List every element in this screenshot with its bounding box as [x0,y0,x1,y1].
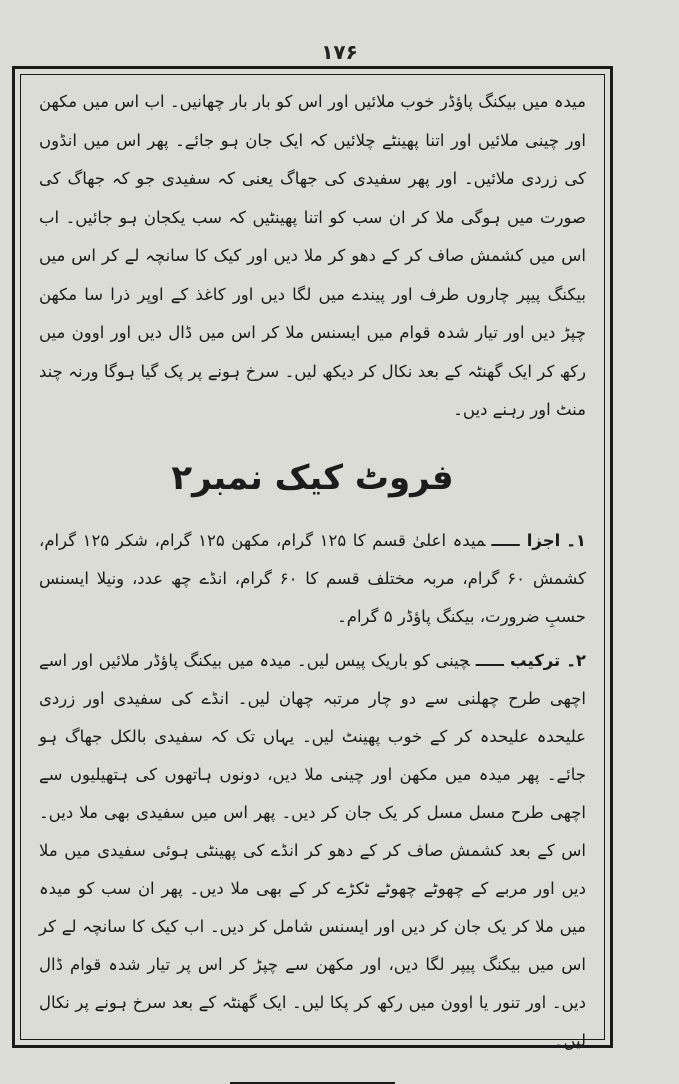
page-border [12,66,613,1048]
ingredients-number: ۱۔ [566,530,586,550]
ingredients-section [39,522,586,636]
end-divider [230,1082,395,1084]
page-number: ۱۷۶ [321,40,358,64]
intro-paragraph: میدہ میں بیکنگ پاؤڈر خوب ملائیں اور اس کو بار بار چھانیں۔ اب اس میں مکھن اور چینی ملائیں اور اتنا پھینٹے چلائیں کہ ایک جان ہو جائے۔ پھر اس میں انڈوں کی زردی ملائیں۔ اور پھر سفیدی کی جھاگ یعنی کہ سفیدی جو کہ جھاگ کی صورت میں ہوگی ملا کر ان سب کو اتنا پھینٹیں کہ سب یکجان ہو جائیں۔ اب اس میں کشمش صاف کر کے دھو کر ملا دیں اور کیک کا سانچہ لے کر اس میں بیکنگ پیپر چاروں طرف اور پیندے میں لگا دیں اور کاغذ کے اوپر ذرا سا مکھن چپڑ دیں اور تیار شدہ قوام میں ایسنس ملا کر اس میں ڈال دیں اور اوون میں رکھ کر ایک گھنٹہ کے بعد نکال کر دیکھ لیں۔ سرخ ہونے پر پک گیا ہوگا ورنہ چند منٹ اور رہنے دیں۔ [39,92,586,419]
method-section [39,642,586,1060]
recipe-title: فروٹ کیک نمبر۲ [171,457,454,498]
ingredients-label: اجزا ـــــ [491,530,561,550]
method-text: چینی کو باریک پیس لیں۔ میدہ میں بیکنگ پاؤڈر ملائیں اور اسے اچھی طرح چھلنی سے دو چار مرتبہ چھان لیں۔ انڈے کی سفیدی اور زردی علیحدہ علیحدہ کر کے خوب پھینٹ لیں۔ یہاں تک کہ سفیدی بالکل جھاگ ہو جائے۔ پھر میدہ میں مکھن اور چینی ملا دیں، دونوں ہاتھوں کی ہتھیلیوں سے اچھی طرح مسل مسل کر یک جان کر دیں۔ پھر اس میں سفیدی بھی ملا دیں۔ اس کے بعد کشمش صاف کر کے دھو کر انڈے کی پھینٹی ہوئی سفیدی میں ملا دیں اور مربے کے چھوٹے چھوٹے ٹکڑے کر کے بھی ملا دیں۔ پھر ان سب کو میدہ میں ملا کر یک جان کر دیں اور ایسنس شامل کر دیں۔ اب کیک کا سانچہ لے کر اس میں بیکنگ پیپر لگا دیں، اور مکھن سے چپڑ کر اس پر تیار شدہ قوام ڈال دیں۔ اور تنور یا اوون میں رکھ کر پکا لیں۔ ایک گھنٹہ کے بعد سرخ ہونے پر نکال لیں۔ [39,650,586,1050]
ingredients-text: میدہ اعلیٰ قسم کا ۱۲۵ گرام، مکھن ۱۲۵ گرام، شکر ۱۲۵ گرام، کشمش ۶۰ گرام، مربہ مختلف قسم کا ۶۰ گرام، انڈے چھ عدد، ونیلا ایسنس حسبِ ضرورت، بیکنگ پاؤڈر ۵ گرام۔ [39,530,586,626]
page-content [39,83,586,1050]
method-number: ۲۔ [566,650,586,670]
method-label: ترکیب ـــــ [475,650,561,670]
